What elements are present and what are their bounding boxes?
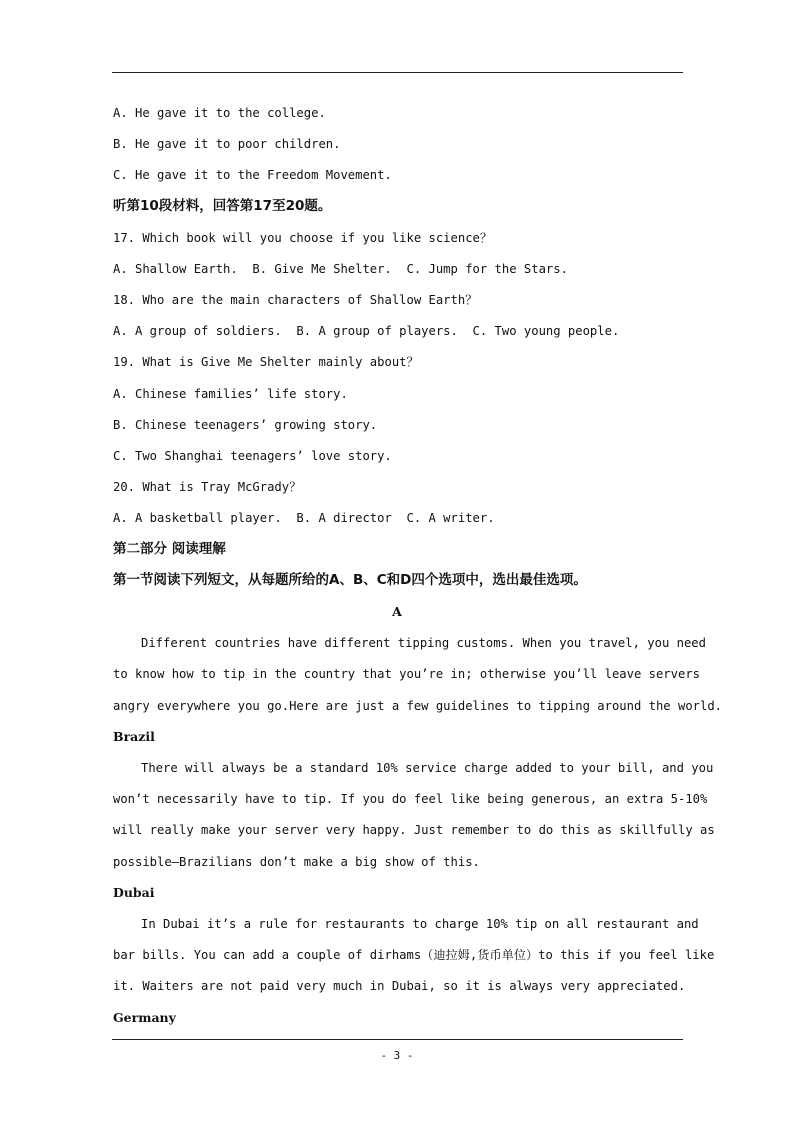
dubai-paragraph-line: In Dubai it’s a rule for restaurants to charge 10% tip on all restaurant and bbox=[141, 917, 699, 931]
subheading-dubai: Dubai bbox=[113, 885, 155, 900]
reading-instruction: 第一节阅读下列短文，从每题所给的A、B、C和D四个选项中，选出最佳选项。 bbox=[113, 572, 587, 588]
passage-paragraph-line: to know how to tip in the country that you’re in; otherwise you’ll leave servers bbox=[113, 667, 700, 681]
question-20: 20. What is Tray McGrady？ bbox=[113, 480, 302, 494]
question-19-option-b: B. Chinese teenagers’ growing story. bbox=[113, 418, 378, 432]
header-rule bbox=[112, 72, 683, 73]
passage-paragraph-line: angry everywhere you go.Here are just a few guidelines to tipping around the world. bbox=[113, 699, 723, 713]
question-17: 17. Which book will you choose if you like science？ bbox=[113, 231, 493, 245]
page-number: - 3 - bbox=[380, 1049, 414, 1062]
brazil-paragraph-line: won’t necessarily have to tip. If you do feel like being generous, an extra 5-10% bbox=[113, 792, 708, 806]
brazil-paragraph-line: There will always be a standard 10% service charge added to your bill, and you bbox=[141, 761, 714, 775]
section-heading: 第二部分 阅读理解 bbox=[113, 541, 226, 557]
question-19-option-c: C. Two Shanghai teenagers’ love story. bbox=[113, 449, 392, 463]
footer-rule bbox=[112, 1039, 683, 1040]
option-b-line: B. He gave it to poor children. bbox=[113, 137, 341, 151]
question-19-option-a: A. Chinese families’ life story. bbox=[113, 387, 348, 401]
question-19: 19. What is Give Me Shelter mainly about？ bbox=[113, 355, 419, 369]
brazil-paragraph-line: possible—Brazilians don’t make a big show of this. bbox=[113, 855, 480, 869]
listening-instruction: 听第10段材料，回答第17至20题。 bbox=[113, 198, 332, 214]
brazil-paragraph-line: will really make your server very happy. Just remember to do this as skillfully as bbox=[113, 823, 715, 837]
passage-paragraph-line: Different countries have different tipping customs. When you travel, you need bbox=[141, 636, 706, 650]
passage-title: A bbox=[392, 604, 402, 619]
dubai-paragraph-line: it. Waiters are not paid very much in Dubai, so it is always very appreciated. bbox=[113, 979, 686, 993]
question-18: 18. Who are the main characters of Shallow Earth？ bbox=[113, 293, 478, 307]
option-c-line: C. He gave it to the Freedom Movement. bbox=[113, 168, 392, 182]
subheading-brazil: Brazil bbox=[113, 729, 155, 744]
option-a-line: A. He gave it to the college. bbox=[113, 106, 326, 120]
subheading-germany: Germany bbox=[113, 1010, 176, 1025]
question-20-options: A. A basketball player. B. A director C. A writer. bbox=[113, 511, 495, 525]
question-17-options: A. Shallow Earth. B. Give Me Shelter. C. Jump for the Stars. bbox=[113, 262, 568, 276]
question-18-options: A. A group of soldiers. B. A group of players. C. Two young people. bbox=[113, 324, 620, 338]
dubai-paragraph-line: bar bills. You can add a couple of dirhams（迪拉姆,货币单位）to this if you feel like bbox=[113, 948, 715, 962]
